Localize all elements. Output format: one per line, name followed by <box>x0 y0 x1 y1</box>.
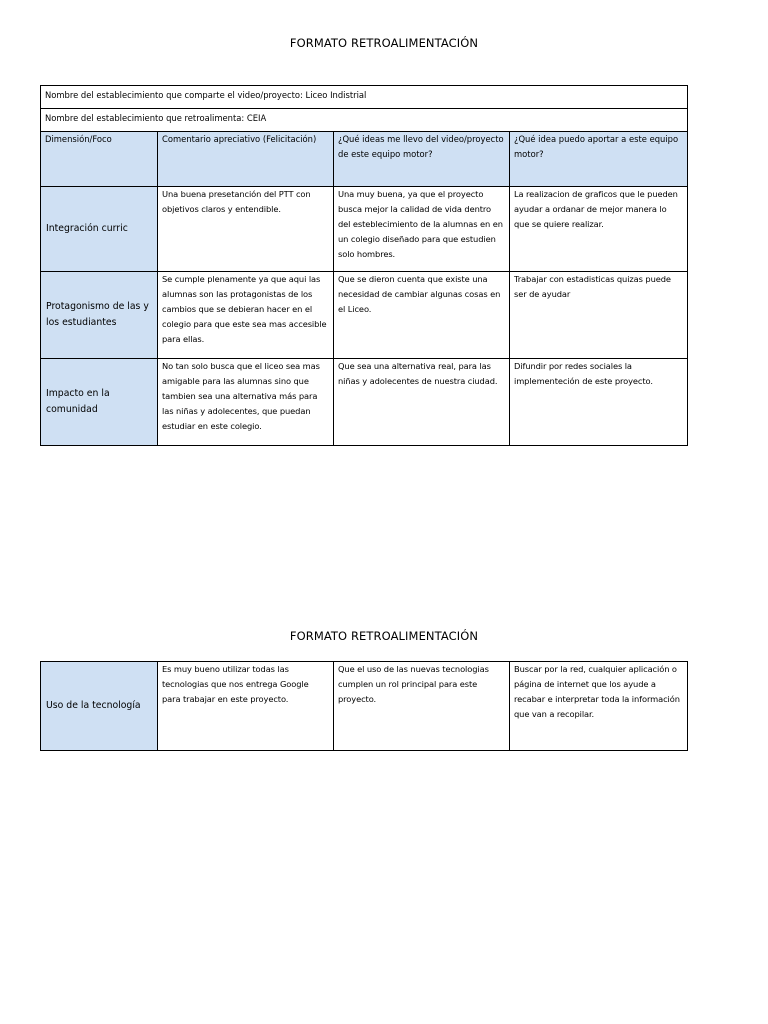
info-row-retroalimenta <box>41 109 688 132</box>
feedback-table <box>40 85 688 446</box>
page-title: FORMATO RETROALIMENTACIÓN <box>289 36 479 50</box>
header-dimension: Dimensión/Foco <box>41 132 158 187</box>
page-title: FORMATO RETROALIMENTACIÓN <box>289 629 479 643</box>
idea-aporto-cell: Buscar por la red, cualquier aplicación o página de internet que los ayude a recabar e interpretar toda la información que van a recopilar. <box>510 662 688 751</box>
info-row-comparte <box>41 86 688 109</box>
dimension-cell: Protagonismo de las y los estudiantes <box>41 272 158 359</box>
header-comentario: Comentario apreciativo (Felicitación) <box>158 132 334 187</box>
idea-aporto-cell: La realizacion de graficos que le pueden ayudar a ordanar de mejor manera lo que se quiere realizar. <box>510 187 688 272</box>
idea-aporto-cell: Difundir por redes sociales la implementeción de este proyecto. <box>510 359 688 446</box>
dimension-cell: Integración curric <box>41 187 158 272</box>
comentario-cell: Se cumple plenamente ya que aqui las alumnas son las protagonistas de los cambios que se debieran hacer en el colegio para que este sea mas accesible para ellas. <box>158 272 334 359</box>
table-row <box>41 662 688 751</box>
comentario-cell: No tan solo busca que el liceo sea mas amigable para las alumnas sino que tambien sea una alternativa más para las niñas y adolecentes, que puedan estudiar en este colegio. <box>158 359 334 446</box>
ideas-llevo-cell: Que se dieron cuenta que existe una necesidad de cambiar algunas cosas en el Liceo. <box>334 272 510 359</box>
establecimiento-retroalimenta-cell <box>41 109 688 132</box>
table-row <box>41 272 688 359</box>
table-row <box>41 359 688 446</box>
header-row <box>41 132 688 187</box>
feedback-table <box>40 661 688 751</box>
establecimiento-comparte-cell <box>41 86 688 109</box>
idea-aporto-cell: Trabajar con estadisticas quizas puede ser de ayudar <box>510 272 688 359</box>
ideas-llevo-cell: Que sea una alternativa real, para las niñas y adolecentes de nuestra ciudad. <box>334 359 510 446</box>
header-idea-aporto: ¿Qué idea puedo aportar a este equipo motor? <box>510 132 688 187</box>
dimension-cell: Impacto en la comunidad <box>41 359 158 446</box>
ideas-llevo-cell: Una muy buena, ya que el proyecto busca mejor la calidad de vida dentro del esteblecimiento de la alumnas en en un colegio diseñado para que estudien solo hombres. <box>334 187 510 272</box>
comentario-cell: Una buena presetanción del PTT con objetivos claros y entendible. <box>158 187 334 272</box>
establecimiento-retroalimenta-text: Nombre del establecimiento que retroalimenta: CEIA <box>45 113 267 123</box>
dimension-cell: Uso de la tecnología <box>41 662 158 751</box>
establecimiento-comparte-text: Nombre del establecimiento que comparte el video/proyecto: Liceo Indistrial <box>45 90 367 100</box>
comentario-cell: Es muy bueno utilizar todas las tecnologias que nos entrega Google para trabajar en este proyecto. <box>158 662 334 751</box>
ideas-llevo-cell: Que el uso de las nuevas tecnologias cumplen un rol principal para este proyecto. <box>334 662 510 751</box>
header-ideas-llevo: ¿Qué ideas me llevo del video/proyecto de este equipo motor? <box>334 132 510 187</box>
table-row <box>41 187 688 272</box>
